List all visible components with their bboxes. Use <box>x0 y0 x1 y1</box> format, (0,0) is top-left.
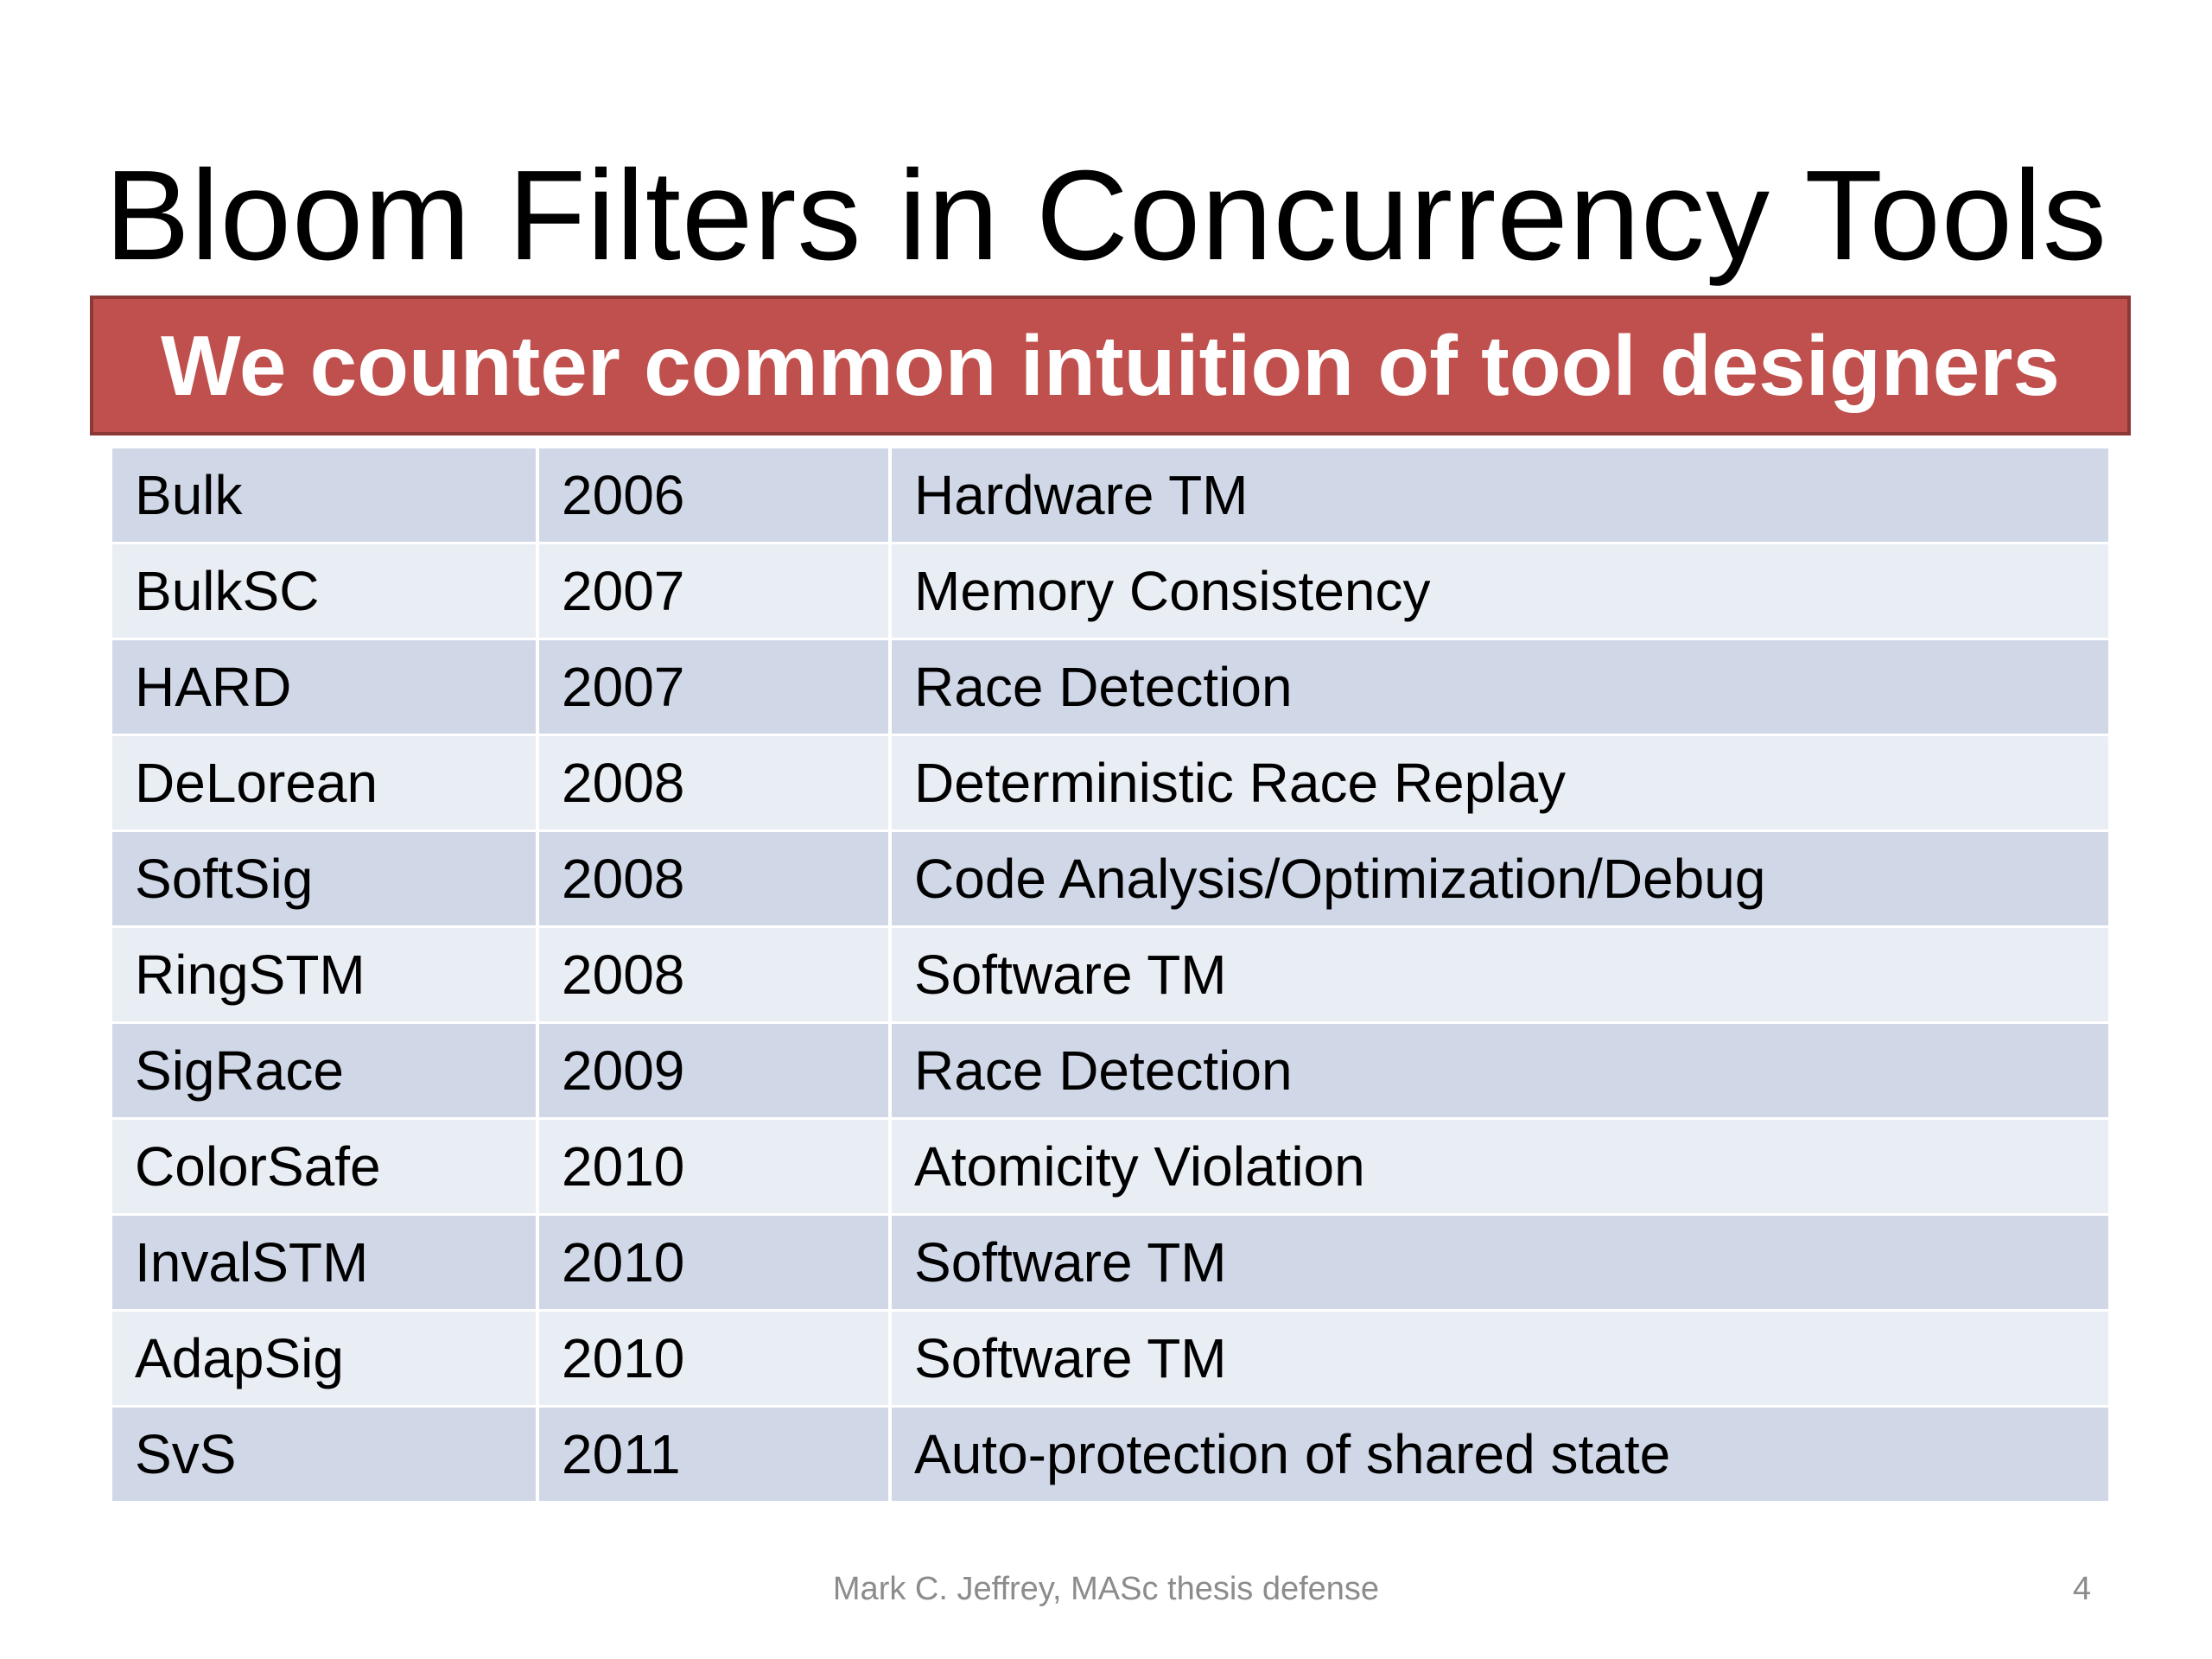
tool-name-cell: DeLorean <box>112 736 536 830</box>
tool-name-cell: HARD <box>112 640 536 734</box>
tool-area-cell: Race Detection <box>892 1024 2108 1117</box>
table-row <box>112 928 2108 1021</box>
tool-year-cell: 2009 <box>539 1024 888 1117</box>
tool-year-cell: 2006 <box>539 448 888 542</box>
tool-year-cell: 2008 <box>539 928 888 1021</box>
tools-table <box>112 448 2108 1503</box>
tool-year-cell: 2010 <box>539 1312 888 1405</box>
table-row <box>112 448 2108 542</box>
table-row <box>112 1408 2108 1501</box>
tool-area-cell: Deterministic Race Replay <box>892 736 2108 830</box>
tool-name-cell: SoftSig <box>112 832 536 925</box>
tool-year-cell: 2007 <box>539 640 888 734</box>
tool-name-cell: AdapSig <box>112 1312 536 1405</box>
tool-year-cell: 2010 <box>539 1216 888 1309</box>
tool-area-cell: Software TM <box>892 1312 2108 1405</box>
tool-area-cell: Race Detection <box>892 640 2108 734</box>
tool-name-cell: Bulk <box>112 448 536 542</box>
table-row <box>112 1120 2108 1213</box>
tool-year-cell: 2011 <box>539 1408 888 1501</box>
tool-area-cell: Auto-protection of shared state <box>892 1408 2108 1501</box>
tool-area-cell: Hardware TM <box>892 448 2108 542</box>
tool-name-cell: SigRace <box>112 1024 536 1117</box>
tool-name-cell: ColorSafe <box>112 1120 536 1213</box>
tool-area-cell: Atomicity Violation <box>892 1120 2108 1213</box>
page-number: 4 <box>2072 1571 2091 1607</box>
table-row <box>112 640 2108 734</box>
tool-year-cell: 2008 <box>539 832 888 925</box>
tool-name-cell: SvS <box>112 1408 536 1501</box>
callout-banner <box>90 296 2131 435</box>
tool-year-cell: 2010 <box>539 1120 888 1213</box>
table-row <box>112 736 2108 830</box>
slide-title: Bloom Filters in Concurrency Tools <box>105 144 2107 287</box>
table-row <box>112 544 2108 638</box>
tool-year-cell: 2007 <box>539 544 888 638</box>
table-row <box>112 832 2108 925</box>
tool-area-cell: Memory Consistency <box>892 544 2108 638</box>
table-row <box>112 1312 2108 1405</box>
tool-year-cell: 2008 <box>539 736 888 830</box>
tool-name-cell: InvalSTM <box>112 1216 536 1309</box>
callout-banner-text: We counter common intuition of tool designers <box>161 318 2060 413</box>
tool-name-cell: BulkSC <box>112 544 536 638</box>
tool-area-cell: Software TM <box>892 928 2108 1021</box>
slide-footer: Mark C. Jeffrey, MASc thesis defense <box>832 1571 1380 1607</box>
tool-name-cell: RingSTM <box>112 928 536 1021</box>
tool-area-cell: Software TM <box>892 1216 2108 1309</box>
table-row <box>112 1024 2108 1117</box>
table-row <box>112 1216 2108 1309</box>
tool-area-cell: Code Analysis/Optimization/Debug <box>892 832 2108 925</box>
